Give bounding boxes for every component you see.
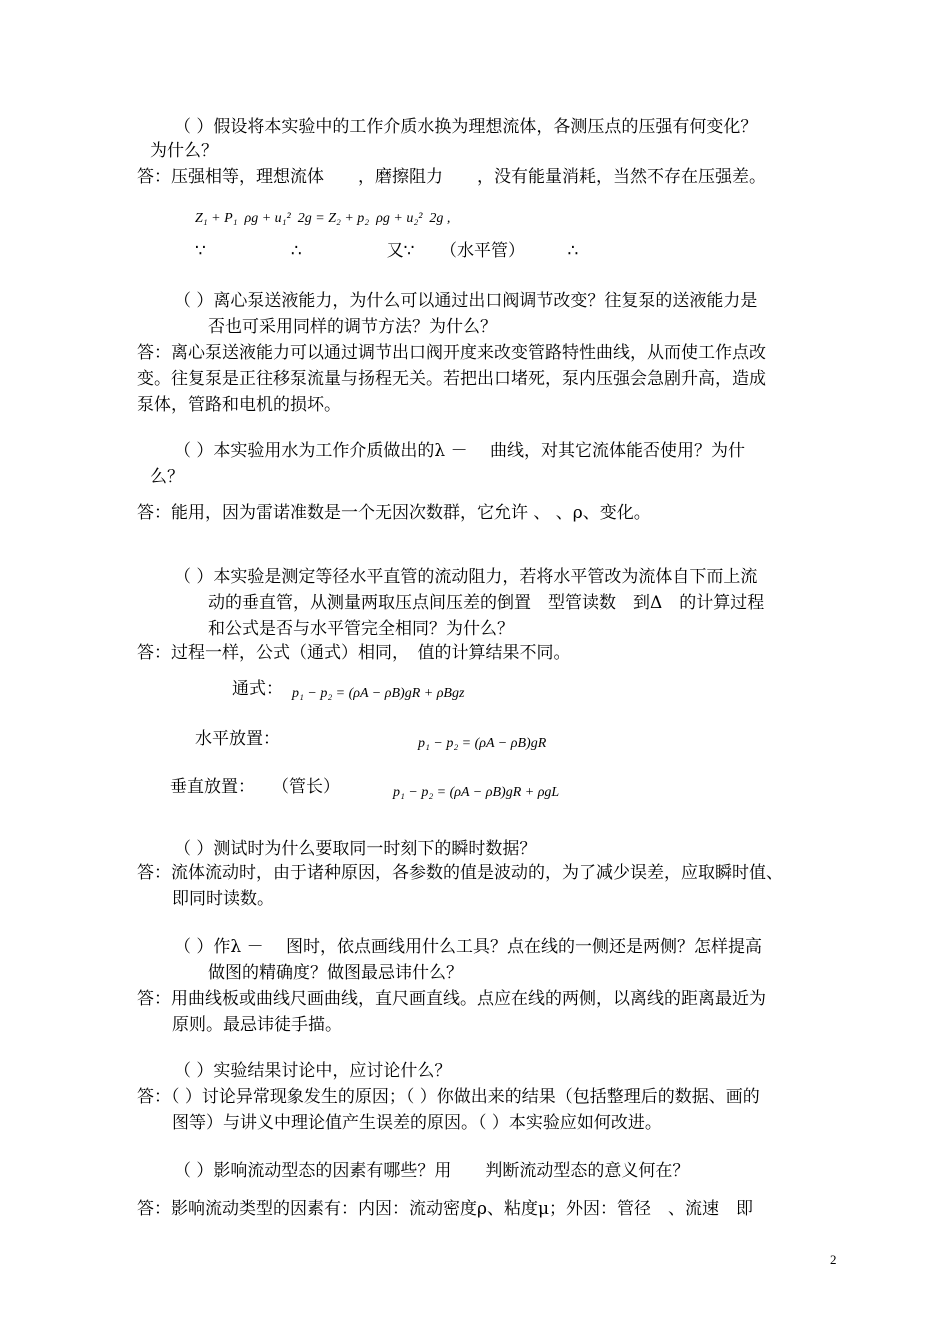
question-8-line-1: （ ）影响流动型态的因素有哪些？用 判断流动型态的意义何在？ <box>174 1161 690 1181</box>
question-6-line-1: （ ）作λ － 图时，依点画线用什么工具？点在线的一侧还是两侧？怎样提高 <box>174 937 762 957</box>
question-1-line-2: 为什么？ <box>150 141 218 161</box>
answer-2-line-3: 泵体，管路和电机的损坏。 <box>137 395 341 415</box>
answer-1-line-1: 答：压强相等，理想流体 ，磨擦阻力 ，没有能量消耗，当然不存在压强差。 <box>137 167 766 187</box>
answer-3-line-1: 答：能用，因为雷诺准数是一个无因次数群，它允许 、 、ρ、变化。 <box>137 503 651 523</box>
question-7-line-1: （ ）实验结果讨论中，应讨论什么？ <box>174 1061 452 1081</box>
reasoning-symbols: ∵ ∴ 又∵ （水平管） ∴ <box>195 241 579 261</box>
question-4-line-1: （ ）本实验是测定等径水平直管的流动阻力，若将水平管改为流体自下而上流 <box>174 567 758 587</box>
question-2-line-1: （ ）离心泵送液能力，为什么可以通过出口阀调节改变？往复泵的送液能力是 <box>174 291 758 311</box>
answer-8-line-1: 答：影响流动类型的因素有：内因：流动密度ρ、粘度μ；外因：管径 、流速 即 <box>137 1199 754 1219</box>
horizontal-formula: p₁ − p₂ = (ρA − ρB)gR <box>418 736 547 751</box>
answer-4-line-1: 答：过程一样，公式（通式）相同， 值的计算结果不同。 <box>137 643 571 663</box>
general-formula-label: 通式： <box>232 679 283 699</box>
question-4-line-2: 动的垂直管，从测量两取压点间压差的倒置 型管读数 到Δ 的计算过程 <box>208 593 765 613</box>
question-3-line-1: （ ）本实验用水为工作介质做出的λ － 曲线，对其它流体能否使用？为什 <box>174 441 745 461</box>
answer-6-line-2: 原则。最忌讳徒手描。 <box>172 1015 342 1035</box>
answer-7-line-1: 答：（ ）讨论异常现象发生的原因；（ ）你做出来的结果（包括整理后的数据、画的 <box>137 1087 760 1107</box>
question-4-line-3: 和公式是否与水平管完全相同？为什么？ <box>208 619 514 639</box>
question-2-line-2: 否也可采用同样的调节方法？为什么？ <box>208 317 497 337</box>
question-5-line-1: （ ）测试时为什么要取同一时刻下的瞬时数据？ <box>174 839 537 859</box>
vertical-label: 垂直放置： （管长） <box>170 777 340 797</box>
page-number: 2 <box>830 1252 837 1267</box>
answer-6-line-1: 答：用曲线板或曲线尺画曲线，直尺画直线。点应在线的两侧，以离线的距离最近为 <box>137 989 766 1009</box>
answer-7-line-2: 图等）与讲义中理论值产生误差的原因。（ ）本实验应如何改进。 <box>172 1113 662 1133</box>
question-3-line-2: 么？ <box>150 467 184 487</box>
answer-5-line-1: 答：流体流动时，由于诸种原因，各参数的值是波动的，为了减少误差，应取瞬时值、 <box>137 863 783 883</box>
horizontal-label: 水平放置： <box>195 729 280 749</box>
question-6-line-2: 做图的精确度？做图最忌讳什么？ <box>208 963 463 983</box>
answer-2-line-1: 答：离心泵送液能力可以通过调节出口阀开度来改变管路特性曲线，从而使工作点改 <box>137 343 766 363</box>
vertical-formula: p₁ − p₂ = (ρA − ρB)gR + ρgL <box>393 785 560 800</box>
general-formula: p₁ − p₂ = (ρA − ρB)gR + ρBgz <box>292 686 465 701</box>
question-1-line-1: （ ）假设将本实验中的工作介质水换为理想流体，各测压点的压强有何变化？ <box>174 117 758 137</box>
answer-5-line-2: 即同时读数。 <box>172 889 274 909</box>
answer-2-line-2: 变。往复泵是正往移泵流量与扬程无关。若把出口堵死，泵内压强会急剧升高，造成 <box>137 369 766 389</box>
bernoulli-equation: Z₁ + P₁ ρg + u₁² 2g = Z₂ + p₂ ρg + u₂² 2g , <box>195 211 451 226</box>
